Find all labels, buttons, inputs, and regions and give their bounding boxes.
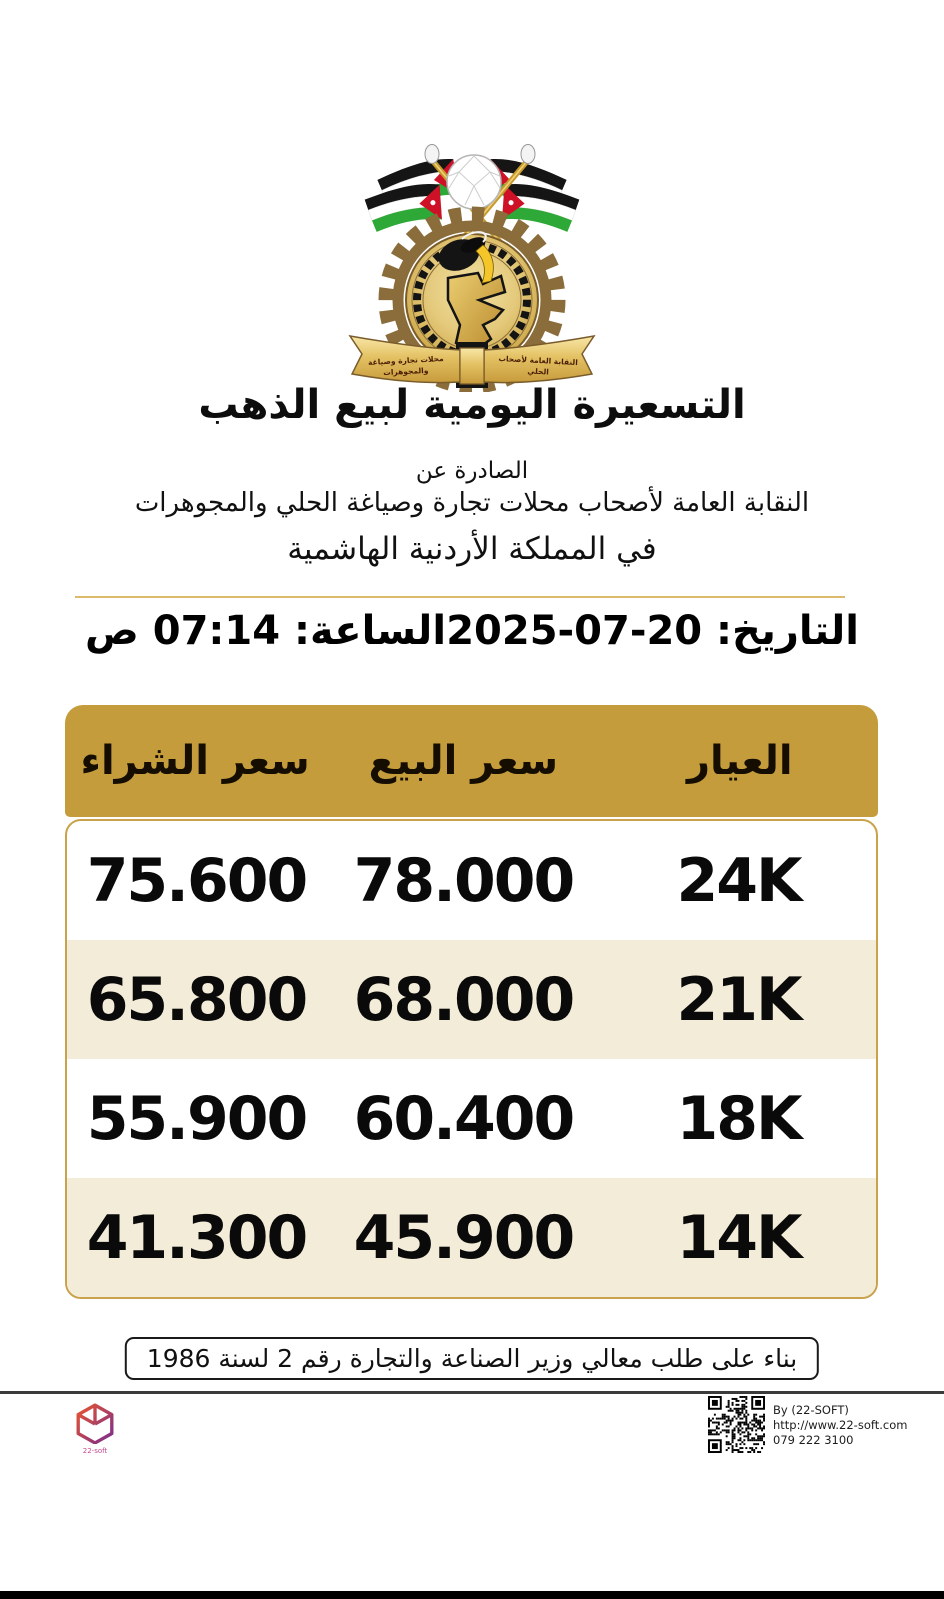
issued-by-line: الصادرة عن <box>415 458 529 484</box>
table-row <box>67 1178 876 1297</box>
date-label: التاريخ: <box>716 608 859 654</box>
karat-value: 18K <box>676 1083 801 1154</box>
table-row <box>67 821 876 940</box>
bottom-black-bar <box>0 1591 944 1599</box>
country-line: في المملكة الأردنية الهاشمية <box>287 531 657 567</box>
table-header <box>65 705 878 817</box>
time-value: 07:14 ص <box>85 608 281 654</box>
time-text <box>85 608 446 654</box>
vendor-logo <box>68 1402 122 1455</box>
column-header-sell: سعر البيع <box>368 738 559 784</box>
buy-price: 75.600 <box>86 845 307 916</box>
karat-value: 21K <box>676 964 801 1035</box>
legal-footnote: بناء على طلب معالي وزير الصناعة والتجارة رقم 2 لسنة 1986 <box>125 1337 819 1380</box>
ribbon-left-text-2: والمجوهرات <box>383 365 429 378</box>
qr-code <box>708 1396 765 1453</box>
credits-text <box>773 1396 907 1448</box>
column-header-karat: العيار <box>686 738 793 784</box>
date-value: 20-07-2025 <box>446 608 703 654</box>
karat-value: 14K <box>676 1202 801 1273</box>
table-body <box>65 819 878 1299</box>
ribbon-left-text-1: محلات تجارة وصياغة <box>367 354 444 367</box>
table-row <box>67 1059 876 1178</box>
buy-price: 65.800 <box>86 964 307 1035</box>
buy-price: 55.900 <box>86 1083 307 1154</box>
buy-price: 41.300 <box>86 1202 307 1273</box>
ribbon-right-text-1: النقابة العامة لأصحاب <box>498 353 579 368</box>
jordan-flag-left <box>364 157 459 232</box>
page-title: التسعيرة اليومية لبيع الذهب <box>198 382 746 428</box>
sell-price: 60.400 <box>353 1083 574 1154</box>
date-text <box>446 608 859 654</box>
ribbon-banner <box>350 336 594 388</box>
column-header-buy: سعر الشراء <box>80 738 310 784</box>
gold-divider <box>75 596 845 598</box>
sell-price: 45.900 <box>353 1202 574 1273</box>
table-row <box>67 940 876 1059</box>
footer-credits <box>708 1396 907 1453</box>
datetime-row <box>85 608 859 654</box>
syndicate-emblem <box>332 142 612 392</box>
diamond-gem-icon <box>447 155 501 209</box>
credit-url: http://www.22-soft.com <box>773 1417 908 1432</box>
karat-value: 24K <box>676 845 801 916</box>
cube-logo-icon <box>72 1402 118 1444</box>
price-table <box>65 705 878 1299</box>
issuer-line: النقابة العامة لأصحاب محلات تجارة وصياغة الحلي والمجوهرات <box>134 488 810 518</box>
sell-price: 68.000 <box>353 964 574 1035</box>
credit-by: By (22-SOFT) <box>773 1403 849 1417</box>
credit-phone: 079 222 3100 <box>773 1432 854 1447</box>
footer-divider <box>0 1391 944 1394</box>
vendor-logo-caption: 22-soft <box>82 1447 108 1455</box>
time-label: الساعة: <box>294 608 447 654</box>
ribbon-right-text-2: الحلي <box>527 366 550 377</box>
sell-price: 78.000 <box>353 845 574 916</box>
